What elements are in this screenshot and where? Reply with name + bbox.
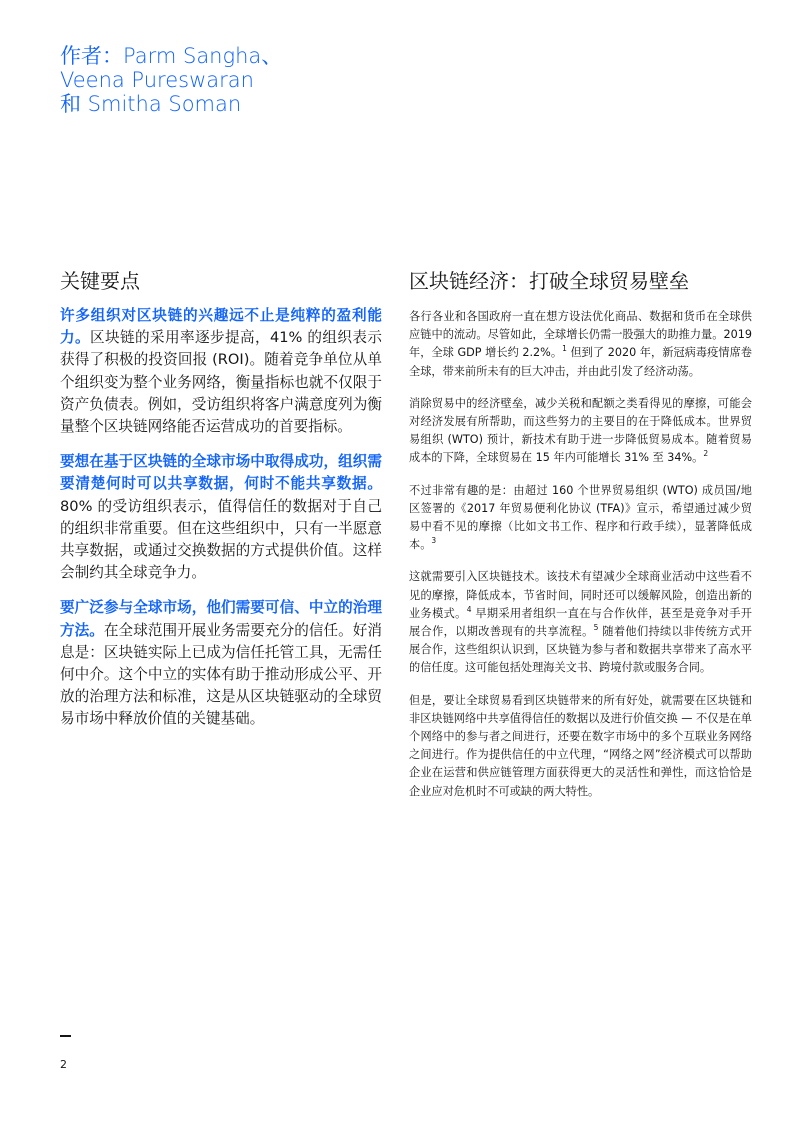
economy-paragraph-1	[409, 308, 752, 381]
author-line-1: 作者：Parm Sangha、	[60, 44, 283, 68]
footnote-ref-4: 4	[466, 604, 472, 614]
key-point-1	[60, 305, 382, 438]
author-line-2: Veena Pureswaran	[60, 68, 254, 92]
footnote-ref-2: 2	[703, 449, 709, 459]
footnote-ref-5: 5	[593, 623, 599, 633]
p1-text-b: 但到了 2020 年，新冠病毒疫情席卷全球，带来前所未有的巨大冲击，并由此引发了经济动荡。	[409, 346, 752, 378]
economy-column	[409, 268, 752, 815]
p3-text: 不过非常有趣的是：由超过 160 个世界贸易组织 (WTO) 成员国/地区签署的《2017 年贸易便利化协议 (TFA)》宣示，希望通过减少贸易中看不见的摩擦（比如文书工作、程序和行政手续），显著降低成本。	[409, 483, 752, 552]
key-point-2-body: 80% 的受访组织表示，值得信任的数据对于自己的组织非常重要。但在这些组织中，只有一半愿意共享数据，或通过交换数据的方式提供价值。这样会制约其全球竞争力。	[60, 497, 382, 582]
footer-rule	[60, 1035, 71, 1037]
key-points-column	[60, 268, 382, 744]
footnote-ref-3: 3	[431, 536, 437, 546]
economy-paragraph-4	[409, 568, 752, 677]
economy-paragraph-5: 但是，要让全球贸易看到区块链带来的所有好处，就需要在区块链和非区块链网络中共享值得信任的数据以及进行价值交换 — 不仅是在单个网络中的参与者之间进行，还要在数字市场中的多个互联业务网络之间进行。作为提供信任的中立代理，“网络之网”经济模式可以帮助企业在运营和供应链管理方面获得更大的灵活性和弹性，而这恰恰是企业应对危机时不可或缺的两大特性。	[409, 693, 752, 798]
key-points-title: 关键要点	[60, 269, 140, 293]
economy-paragraph-3	[409, 482, 752, 555]
p4-text-a: 这就需要引入区块链技术。该技术有望减少全球商业活动中这些看不见的摩擦，降低成本，节省时间，同时还可以缓解风险，创造出新的业务模式。	[409, 570, 752, 620]
key-point-2	[60, 451, 382, 584]
author-block	[60, 44, 460, 116]
p2-text: 消除贸易中的经济壁垒，减少关税和配额之类看得见的摩擦，可能会对经济发展有所帮助，而这些努力的主要目的在于降低成本。世界贸易组织 (WTO) 预计，新技术有助于进一步降低贸易成本。随着贸易成本的下降，全球贸易在 15 年内可能增长 31% 至 34%。	[409, 396, 752, 465]
footnote-ref-1: 1	[562, 344, 567, 354]
economy-title: 区块链经济：打破全球贸易壁垒	[409, 269, 689, 293]
economy-paragraph-2	[409, 395, 752, 468]
key-point-3-body: 在全球范围开展业务需要充分的信任。好消息是：区块链实际上已成为信任托管工具，无需任何中介。这个中立的实体有助于推动形成公平、开放的治理方法和标准，这是从区块链驱动的全球贸易市场中释放价值的关键基础。	[60, 621, 382, 728]
p1-text-a: 各行各业和各国政府一直在想方设法优化商品、数据和货币在全球供应链中的流动。尽管如此，全球增长仍需一股强大的助推力量。2019 年，全球 GDP 增长约 2.2%。	[409, 310, 752, 360]
key-point-3-highlight: 要广泛参与全球市场，他们需要可信、中立的治理方法。	[60, 599, 382, 639]
page-number: 2	[60, 1058, 67, 1071]
author-line-3: 和 Smitha Soman	[60, 92, 242, 116]
p4-text-b: 早期采用者组织一直在与合作伙伴，甚至是竞争对手开展合作，以期改善现有的共享流程。	[409, 606, 752, 639]
key-point-1-body: 区块链的采用率逐步提高，41% 的组织表示获得了积极的投资回报 (ROI)。随着竞争单位从单个组织变为整个业务网络，衡量指标也就不仅限于资产负债表。例如，受访组织将客户满意度列为衡量整个区块链网络能否运营成功的首要指标。	[60, 329, 382, 436]
p4-text-c: 随着他们持续以非传统方式开展合作，这些组织认识到，区块链为参与者和数据共享带来了高水平的信任度。这可能包括处理海关文书、跨境付款或服务合同。	[409, 625, 752, 675]
key-point-3	[60, 597, 382, 730]
key-point-2-highlight: 要想在基于区块链的全球市场中取得成功，组织需要清楚何时可以共享数据，何时不能共享数据。	[60, 453, 382, 493]
key-point-1-highlight: 许多组织对区块链的兴趣远不止是纯粹的盈利能力。	[60, 307, 382, 347]
